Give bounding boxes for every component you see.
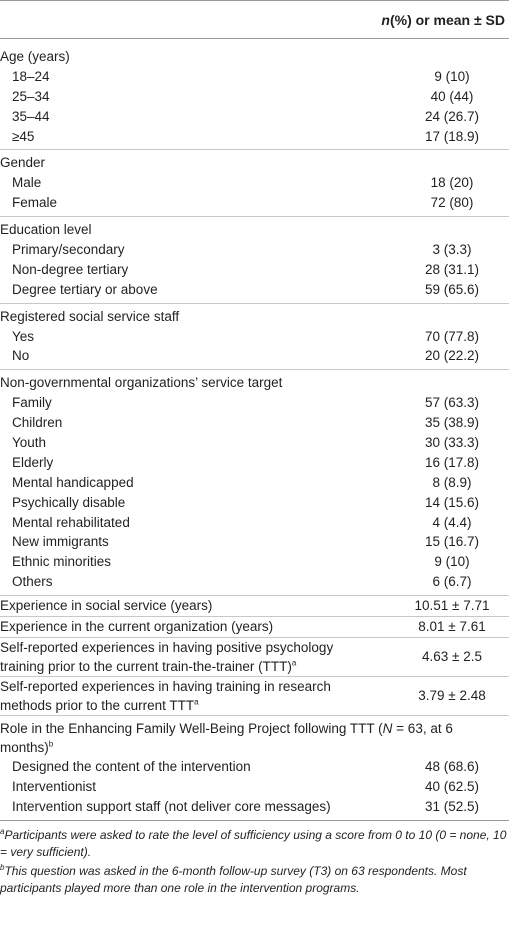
row-label: New immigrants: [12, 534, 109, 550]
row-value: 48 (68.6): [424, 758, 480, 774]
row-label-text: Self-reported experiences in having positive psychology training prior to the current train-the-trainer (TTT): [0, 639, 334, 674]
experience-social-row: [0, 596, 509, 616]
row-value: 72 (80): [430, 195, 474, 211]
row-value: 59 (65.6): [424, 281, 480, 297]
table-row: [0, 572, 509, 592]
row-label: Mental rehabilitated: [12, 514, 130, 530]
row-label: Male: [12, 175, 42, 191]
footnote-a-text: Participants were asked to rate the level of sufficiency using a score from 0 to 10 (0 = none, 10 = very sufficient).: [0, 827, 507, 859]
row-label: Ethnic minorities: [12, 554, 112, 570]
experience-section: [0, 595, 509, 715]
row-value: 24 (26.7): [424, 108, 480, 124]
role-title: [0, 719, 480, 757]
row-value: 8 (8.9): [432, 474, 472, 490]
row-value: 20 (22.2): [424, 348, 480, 364]
row-label: Primary/secondary: [12, 242, 125, 257]
table-row: [0, 346, 509, 366]
role-title-n: N: [382, 720, 393, 736]
table-row: [0, 260, 509, 280]
footnote-b: [0, 863, 509, 897]
row-label: Family: [12, 395, 52, 411]
group-title: [0, 307, 509, 327]
row-label: Female: [12, 195, 58, 211]
row-label: Non-degree tertiary: [12, 261, 129, 277]
table-row: [0, 127, 509, 147]
row-value: 4.63 ± 2.5: [422, 649, 482, 665]
row-label: [0, 677, 360, 715]
table-row: [0, 413, 509, 433]
group-title-text: Registered social service staff: [0, 308, 180, 324]
row-value: 9 (10): [434, 554, 470, 570]
experience-current-row: [0, 616, 509, 637]
table-row: [0, 393, 509, 413]
row-value: 15 (16.7): [424, 534, 480, 550]
group-title-text: Age (years): [0, 48, 70, 64]
row-label: No: [12, 348, 30, 364]
row-label: Psychically disable: [12, 494, 126, 510]
table-row: [0, 473, 509, 493]
row-label: Youth: [12, 435, 47, 451]
header-n: n: [381, 11, 390, 28]
footnote-mark: b: [48, 739, 54, 749]
role-rows: [0, 757, 509, 817]
row-value: 9 (10): [434, 68, 470, 84]
group-title: [0, 220, 509, 240]
experience-pos-psych-row: [0, 637, 509, 676]
table-row: [0, 433, 509, 453]
group-title-text: Education level: [0, 222, 92, 238]
table-row: [0, 513, 509, 533]
row-value: 18 (20): [430, 175, 474, 191]
column-header: [0, 1, 509, 38]
group-title: [0, 719, 509, 757]
group-title-text: Gender: [0, 155, 46, 171]
row-value: 31 (52.5): [424, 798, 480, 814]
row-label: Designed the content of the intervention: [12, 758, 251, 774]
table-row: [0, 757, 509, 777]
table-row: [0, 240, 509, 260]
table-row: [0, 532, 509, 552]
row-value: 3.79 ± 2.48: [418, 688, 486, 704]
row-label: ≥45: [12, 128, 35, 144]
row-label: 35–44: [12, 108, 50, 124]
row-value: 3 (3.3): [432, 242, 472, 257]
group-title: [0, 373, 509, 393]
table-row: [0, 173, 509, 193]
row-label: Experience in the current organization (years): [0, 619, 274, 635]
table-row: [0, 797, 509, 817]
header-text: (%) or mean ± SD: [389, 11, 505, 28]
footnote-b-text: This question was asked in the 6-month follow-up survey (T3) on 63 respondents. Most participants played more than one role in the intervention programs.: [0, 863, 467, 895]
table-row: [0, 777, 509, 797]
group-registered: [0, 303, 509, 370]
row-label: Degree tertiary or above: [12, 281, 158, 297]
row-value: 35 (38.9): [424, 415, 480, 431]
row-label: 25–34: [12, 88, 50, 104]
group-title-text: Non-governmental organizations’ service target: [0, 375, 283, 391]
row-value: 16 (17.8): [424, 454, 480, 470]
row-value: 14 (15.6): [424, 494, 480, 510]
row-label: Interventionist: [12, 778, 97, 794]
group-role: [0, 715, 509, 820]
table-row: [0, 493, 509, 513]
group-title: [0, 47, 509, 67]
row-value: 17 (18.9): [424, 128, 480, 144]
row-value: 30 (33.3): [424, 435, 480, 451]
row-label: Mental handicapped: [12, 474, 134, 490]
footnote-a: [0, 827, 509, 861]
group-title: [0, 153, 509, 173]
role-title-b: = 63, at 6 months): [0, 720, 453, 755]
table-row: [0, 67, 509, 87]
row-value: 40 (62.5): [424, 778, 480, 794]
row-value: 28 (31.1): [424, 261, 480, 277]
row-label: Intervention support staff (not deliver core messages): [12, 798, 331, 814]
row-value: 4 (4.4): [432, 514, 472, 530]
row-value: 70 (77.8): [424, 328, 480, 344]
row-label: Yes: [12, 328, 35, 344]
table-row: [0, 107, 509, 127]
row-value: 10.51 ± 7.71: [414, 598, 490, 614]
row-value: 6 (6.7): [432, 574, 472, 590]
experience-research-row: [0, 676, 509, 715]
table-row: [0, 87, 509, 107]
table-row: [0, 280, 509, 300]
row-value: 8.01 ± 7.61: [418, 619, 486, 635]
row-label: Experience in social service (years): [0, 598, 213, 614]
table-row: [0, 453, 509, 473]
group-education: [0, 216, 509, 303]
table-row: [0, 327, 509, 347]
table-row: [0, 552, 509, 572]
row-label: 18–24: [12, 68, 50, 84]
row-value: 57 (63.3): [424, 395, 480, 411]
row-label: Others: [12, 574, 53, 590]
row-label: Children: [12, 415, 63, 431]
role-title-a: Role in the Enhancing Family Well-Being Project following TTT (: [0, 720, 383, 736]
group-gender: [0, 149, 509, 216]
row-label: [0, 638, 360, 676]
footnote-mark: a: [194, 697, 199, 707]
footnote-mark: a: [291, 658, 297, 668]
row-value: 40 (44): [430, 88, 474, 104]
footnote-b-mark: b: [0, 862, 5, 872]
group-age: [0, 39, 509, 149]
footnote-a-mark: a: [0, 826, 5, 836]
row-label: Elderly: [12, 454, 54, 470]
group-ngo: [0, 369, 509, 595]
row-label-text: Self-reported experiences in having training in research methods prior to the current TTT: [0, 678, 331, 713]
footnotes: [0, 821, 509, 897]
table-row: [0, 193, 509, 213]
